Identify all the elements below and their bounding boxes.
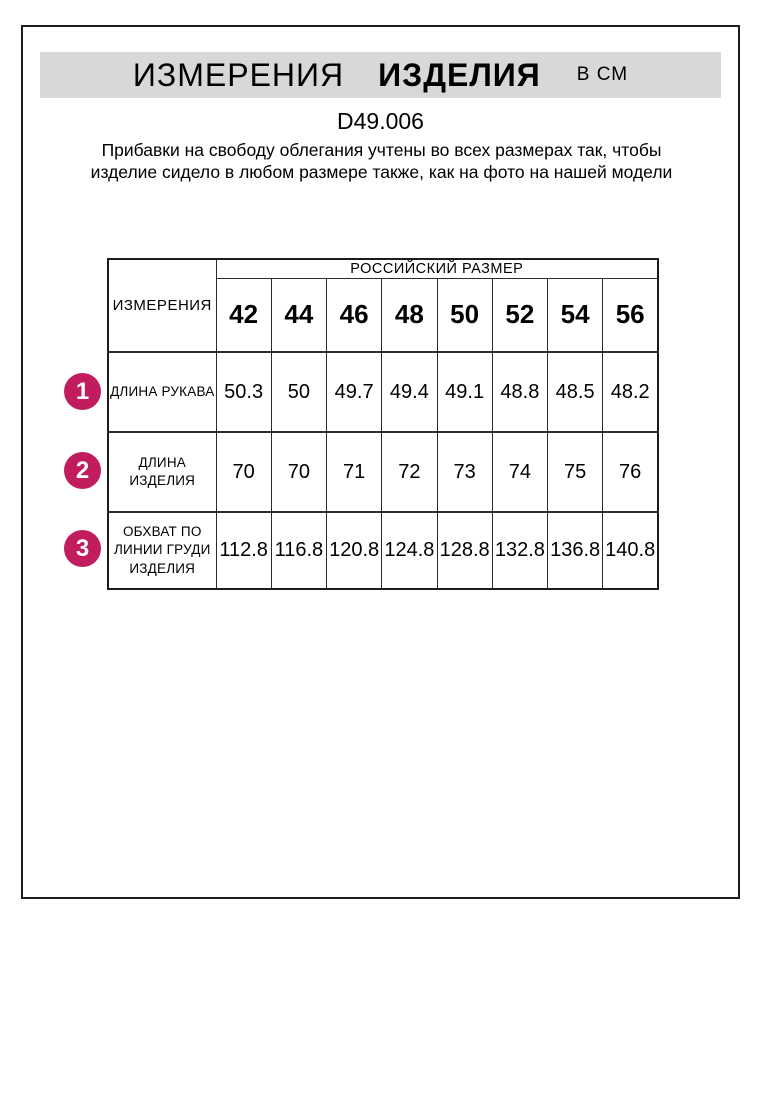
table-row-sleeve-length [108, 352, 658, 432]
table-row-product-length [108, 432, 658, 512]
value-cell: 71 [327, 432, 382, 512]
size-header-cell: 42 [216, 278, 271, 352]
value-cell: 112.8 [216, 512, 271, 589]
row-number-badge: 3 [64, 530, 101, 567]
title-product: ИЗДЕЛИЯ [378, 56, 541, 93]
value-cell: 49.7 [327, 352, 382, 432]
value-cell: 120.8 [327, 512, 382, 589]
value-cell: 128.8 [437, 512, 492, 589]
model-code: D49.006 [337, 108, 424, 134]
table-group-header-row [108, 259, 658, 278]
table-row-chest-girth [108, 512, 658, 589]
row-label-cell: ДЛИНА РУКАВА [108, 352, 216, 432]
value-cell: 72 [382, 432, 437, 512]
value-cell: 75 [548, 432, 603, 512]
value-cell: 132.8 [492, 512, 547, 589]
title-banner [40, 52, 721, 98]
value-cell: 49.4 [382, 352, 437, 432]
value-cell: 70 [271, 432, 326, 512]
value-cell: 76 [603, 432, 658, 512]
value-cell: 70 [216, 432, 271, 512]
row-label-cell: ОБХВАТ ПО ЛИНИИ ГРУДИ ИЗДЕЛИЯ [108, 512, 216, 589]
size-header-cell: 48 [382, 278, 437, 352]
size-header-cell: 44 [271, 278, 326, 352]
value-cell: 124.8 [382, 512, 437, 589]
value-cell: 50.3 [216, 352, 271, 432]
value-cell: 140.8 [603, 512, 658, 589]
size-header-cell: 52 [492, 278, 547, 352]
size-header-cell: 56 [603, 278, 658, 352]
value-cell: 48.2 [603, 352, 658, 432]
fit-description: Прибавки на свободу облегания учтены во всех размерах так, чтобы изделие сидело в любом размере также, как на фото на нашей модели [90, 140, 673, 182]
row-number-badge: 1 [64, 373, 101, 410]
value-cell: 49.1 [437, 352, 492, 432]
russian-size-header-cell: РОССИЙСКИЙ РАЗМЕР [216, 259, 658, 278]
row-label-cell: ДЛИНА ИЗДЕЛИЯ [108, 432, 216, 512]
size-header-cell: 54 [548, 278, 603, 352]
title-measurements: ИЗМЕРЕНИЯ [132, 56, 345, 93]
title-units: В СМ [576, 64, 629, 85]
value-cell: 74 [492, 432, 547, 512]
value-cell: 48.5 [548, 352, 603, 432]
size-header-cell: 50 [437, 278, 492, 352]
value-cell: 136.8 [548, 512, 603, 589]
value-cell: 48.8 [492, 352, 547, 432]
value-cell: 50 [271, 352, 326, 432]
value-cell: 116.8 [271, 512, 326, 589]
size-header-cell: 46 [327, 278, 382, 352]
row-number-badge: 2 [64, 452, 101, 489]
corner-header-cell: ИЗМЕРЕНИЯ [108, 259, 216, 352]
size-table [107, 258, 659, 590]
value-cell: 73 [437, 432, 492, 512]
